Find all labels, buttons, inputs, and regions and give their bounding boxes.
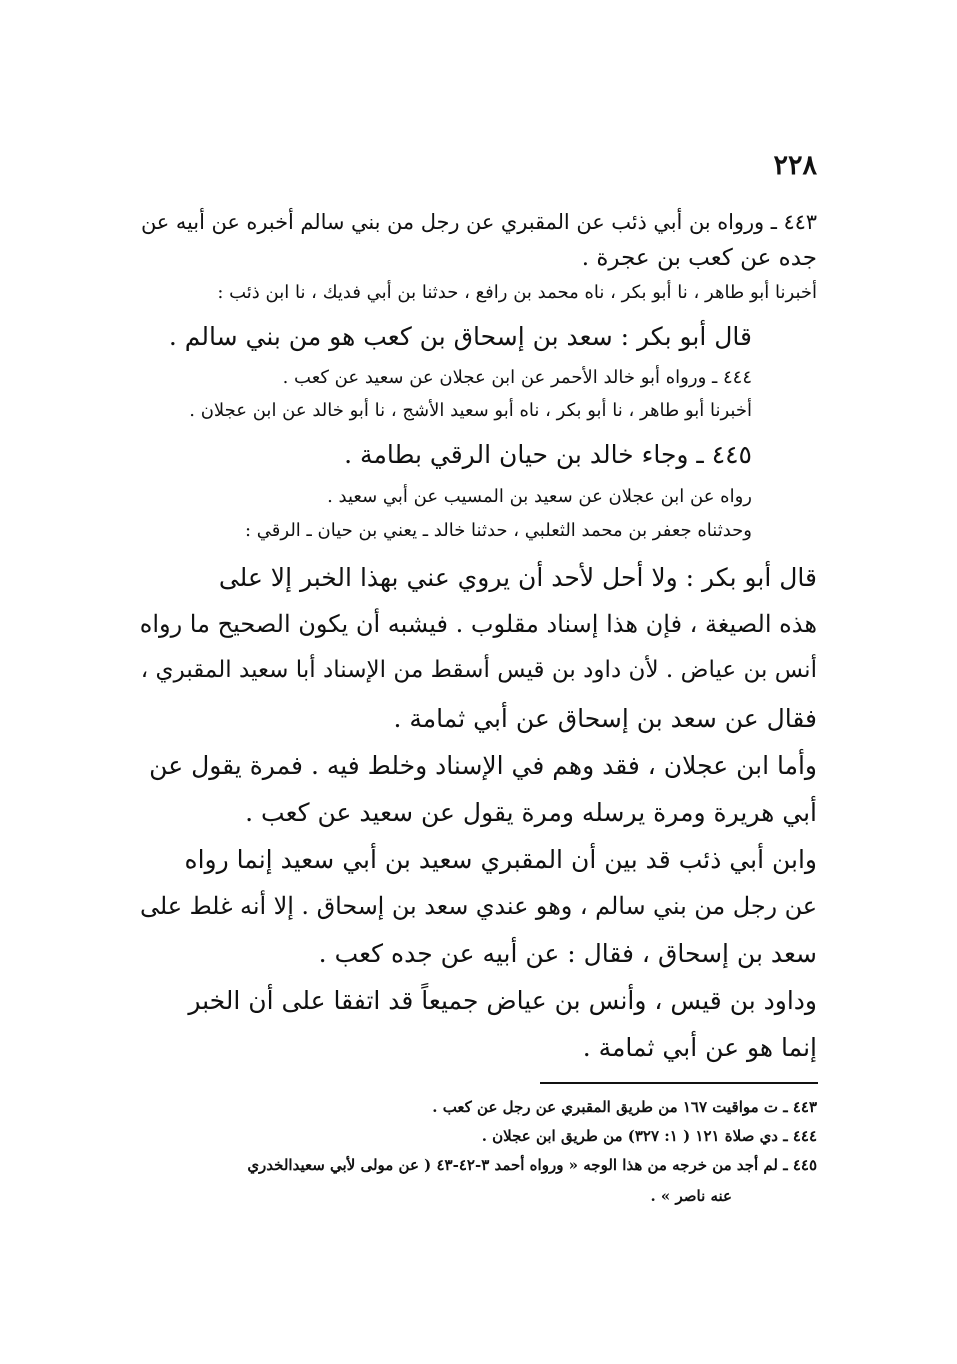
text-line: ٤٤٣ ـ ورواه بن أبي ذئب عن المقبري عن رجل من بني سالم أخبره عن أبيه عن [140, 210, 817, 234]
body-paragraph-line: وأما ابن عجلان ، فقد وهم في الإسناد وخلط فيه . فمرة يقول عن [149, 751, 817, 780]
body-paragraph-line: وداود بن قيس ، وأنس بن عياض جميعاً قد اتفقا على أن الخبر [188, 986, 817, 1015]
body-paragraph-line: سعد بن إسحاق ، فقال : عن أبيه عن جده كعب . [318, 939, 817, 968]
body-paragraph-line: إنما هو عن أبي ثمامة . [582, 1033, 817, 1062]
footnote-444: ٤٤٤ ـ دي صلاة ١٢١ ( ١: ٣٢٧) من طريق ابن عجلان . [481, 1127, 817, 1145]
footnote-445: ٤٤٥ ـ لم أجد من خرجه من هذا الوجه « ورواه أحمد ٣-٤٢-٤٣ ( عن مولى لأبي سعيدالخدري [247, 1156, 817, 1174]
footnote-443: ٤٤٣ ـ ت مواقيت ١٦٧ من طريق المقبري عن رجل عن كعب . [432, 1098, 817, 1116]
body-paragraph-line: عن رجل من بني سالم ، وهو عندي سعد بن إسحاق . إلا أنه غلط على [139, 892, 817, 920]
footnote-445-continued: عنه ناصر » . [650, 1187, 732, 1205]
body-paragraph-line: فقال عن سعد بن إسحاق عن أبي ثمامة . [393, 704, 817, 733]
body-paragraph-line: وابن أبي ذئب قد بين أن المقبري سعيد بن أبي سعيد إنما رواه [184, 845, 817, 874]
hadith-entry-444: ٤٤٤ ـ ورواه أبو خالد الأحمر عن ابن عجلان عن سعيد عن كعب . [282, 367, 752, 388]
body-paragraph-line: قال أبو بكر : ولا أحل لأحد أن يروي عني بهذا الخبر إلا على [218, 563, 817, 592]
text-line: جده عن كعب بن عجرة . [581, 245, 817, 271]
body-paragraph-line: هذه الصيغة ، فإن هذا إسناد مقلوب . فيشبه أن يكون الصحيح ما رواه [139, 610, 817, 638]
body-paragraph-line: أنس بن عياض . لأن داود بن قيس أسقط من الإسناد أبا سعيد المقبري ، [140, 657, 817, 683]
isnad-line: أخبرنا أبو طاهر ، نا أبو بكر ، ناه محمد بن رافع ، حدثنا بن أبي فديك ، نا ابن ذئب : [217, 282, 817, 303]
isnad-line: رواه عن ابن عجلان عن سعيد بن المسيب عن أبي سعيد . [327, 486, 752, 507]
hadith-entry-445: ٤٤٥ ـ وجاء خالد بن حيان الرقي بطامة . [344, 440, 752, 469]
isnad-line: أخبرنا أبو طاهر ، نا أبو بكر ، ناه أبو سعيد الأشج ، نا أبو خالد عن ابن عجلان . [189, 400, 752, 421]
text-line: قال أبو بكر : سعد بن إسحاق بن كعب هو من بني سالم . [168, 322, 752, 351]
body-paragraph-line: أبي هريرة ومرة يرسله ومرة يقول عن سعيد عن كعب . [245, 798, 817, 827]
isnad-line: وحدثناه جعفر بن محمد الثعلبي ، حدثنا خالد ـ يعني بن حيان ـ الرقي : [245, 520, 752, 541]
page-number: ٢٢٨ [773, 150, 817, 181]
footnote-divider [540, 1082, 818, 1084]
